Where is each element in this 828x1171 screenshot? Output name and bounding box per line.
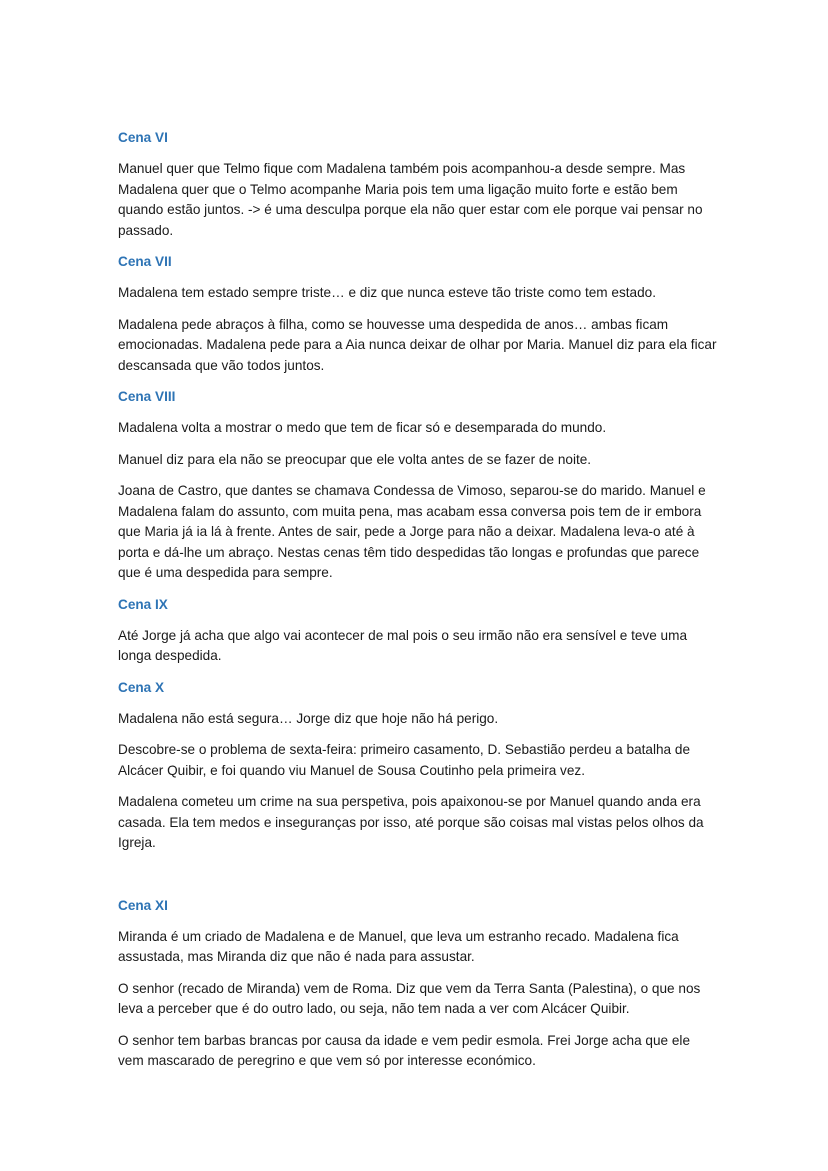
- paragraph: Madalena tem estado sempre triste… e diz que nunca esteve tão triste como tem estado.: [118, 285, 656, 300]
- section-heading: Cena VI: [118, 130, 168, 145]
- paragraph: Madalena volta a mostrar o medo que tem de ficar só e desemparada do mundo.: [118, 420, 607, 435]
- paragraph: Manuel diz para ela não se preocupar que ele volta antes de se fazer de noite.: [118, 451, 592, 467]
- spacer: [118, 865, 718, 896]
- section-cena-ix: [118, 595, 718, 667]
- paragraph: O senhor tem barbas brancas por causa da idade e vem pedir esmola. Frei Jorge acha que ele vem mascarado de peregrino e que vem só por interesse económico.: [118, 1032, 691, 1068]
- paragraph: Joana de Castro, que dantes se chamava Condessa de Vimoso, separou-se do marido. Manuel e Madalena falam do assunto, com muita pena, mas acabam essa conversa pois tem de ir embora que Maria já ia lá à frente. Antes de sair, pede a Jorge para não a deixar. Madalena leva-o até à porta e dá-lhe um abraço. Nestas cenas têm tido despedidas tão longas e profundas que parece que é uma despedida para sempre.: [118, 483, 706, 580]
- section-heading: Cena IX: [118, 596, 168, 612]
- paragraph: Manuel quer que Telmo fique com Madalena também pois acompanhou-a desde sempre. Mas Madalena quer que o Telmo acompanhe Maria pois tem uma ligação muito forte e estão bem quando estão juntos. -> é uma desculpa porque ela não quer estar com ele porque vai pensar no passado.: [118, 161, 703, 238]
- paragraph: Até Jorge já acha que algo vai acontecer de mal pois o seu irmão não era sensível e teve uma longa despedida.: [118, 627, 688, 663]
- paragraph: Madalena cometeu um crime na sua perspetiva, pois apaixonou-se por Manuel quando anda era casada. Ela tem medos e inseguranças por isso, até porque são coisas mal vistas pelos olhos da Igreja.: [118, 794, 704, 850]
- section-cena-vii: [118, 252, 718, 376]
- section-heading: Cena X: [118, 679, 165, 695]
- section-cena-x: [118, 678, 718, 854]
- section-cena-viii: [118, 387, 718, 584]
- section-heading: Cena XI: [118, 897, 168, 913]
- section-heading: Cena VIII: [118, 389, 176, 404]
- paragraph: Madalena pede abraços à filha, como se houvesse uma despedida de anos… ambas ficam emocionadas. Madalena pede para a Aia nunca deixar de olhar por Maria. Manuel diz para ela ficar descansada que vão todos juntos.: [118, 316, 717, 373]
- paragraph: O senhor (recado de Miranda) vem de Roma. Diz que vem da Terra Santa (Palestina), o que nos leva a perceber que é do outro lado, ou seja, não tem nada a ver com Alcácer Quibir.: [118, 980, 701, 1016]
- section-heading: Cena VII: [118, 254, 172, 269]
- paragraph: Descobre-se o problema de sexta-feira: primeiro casamento, D. Sebastião perdeu a batalha de Alcácer Quibir, e foi quando viu Manuel de Sousa Coutinho pela primeira vez.: [118, 742, 691, 778]
- section-cena-vi: [118, 128, 718, 241]
- paragraph: Miranda é um criado de Madalena e de Manuel, que leva um estranho recado. Madalena fica assustada, mas Miranda diz que não é nada para assustar.: [118, 928, 679, 964]
- document-page: [118, 128, 718, 1083]
- section-cena-xi: [118, 896, 718, 1072]
- paragraph: Madalena não está segura… Jorge diz que hoje não há perigo.: [118, 710, 499, 726]
